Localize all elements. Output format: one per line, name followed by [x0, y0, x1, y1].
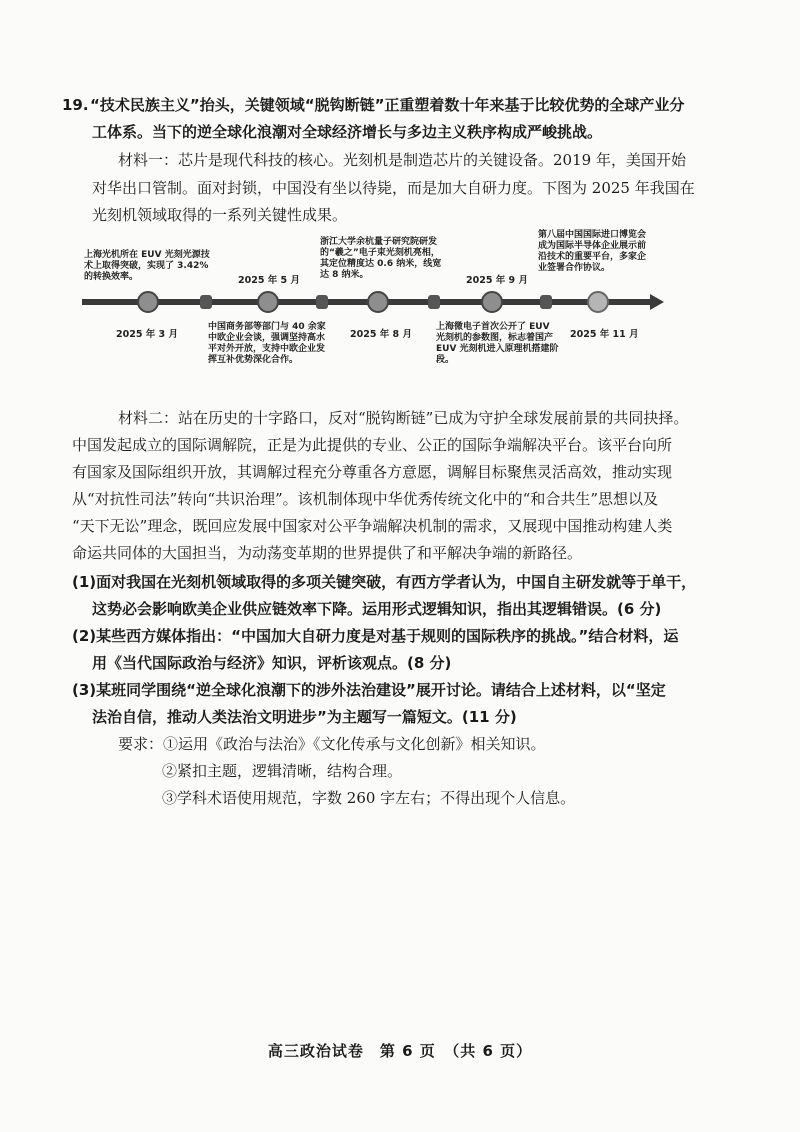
timeline-marker-2025-08 [368, 292, 388, 312]
material1-line2: 对华出口管制。面对封锁，中国没有坐以待毙，而是加大自研力度。下图为 2025 年我国在 [92, 179, 695, 197]
timeline-event-2025-03: 上海光机所在 EUV 光刻光源技术上取得突破，实现了 3.42% 的转换效率。 [84, 250, 210, 282]
timeline-marker-2025-09 [482, 292, 502, 312]
question-intro-line1: “技术民族主义”抬头，关键领域“脱钩断链”正重塑着数十年来基于比较优势的全球产业分 [90, 96, 685, 114]
q1-line1: (1)面对我国在光刻机领域取得的多项关键突破，有西方学者认为，中国自主研发就等于单干， [72, 573, 697, 591]
requirement-line2: ②紧扣主题，逻辑清晰，结构合理。 [162, 762, 403, 780]
timeline-marker-2025-05 [258, 292, 278, 312]
timeline-date-2025-09: 2025 年 9 月 [466, 275, 528, 286]
timeline-marker-2025-11 [588, 292, 608, 312]
timeline-event-2025-08: 浙江大学余杭量子研究院研发的“羲之”电子束光刻机亮相，其定位精度达 0.6 纳米，线宽达 8 纳米。 [320, 237, 442, 280]
timeline-marker-2025-03 [138, 292, 158, 312]
question-intro-line2: 工体系。当下的逆全球化浪潮对全球经济增长与多边主义秩序构成严峻挑战。 [92, 123, 603, 141]
timeline-date-2025-05: 2025 年 5 月 [238, 275, 300, 286]
timeline-figure [78, 228, 668, 388]
timeline-date-2025-08: 2025 年 8 月 [350, 329, 412, 340]
timeline-event-2025-05: 中国商务部等部门与 40 余家中欧企业会谈，强调坚持高水平对外开放，支持中欧企业发挥互补优势深化合作。 [208, 322, 326, 365]
timeline-date-2025-03: 2025 年 3 月 [116, 329, 178, 340]
material2-line4: 从“对抗性司法”转向“共识治理”。该机制体现中华优秀传统文化中的“和合共生”思想以及 [72, 490, 659, 508]
timeline-date-2025-11: 2025 年 11 月 [570, 329, 639, 340]
material2-line2: 中国发起成立的国际调解院，正是为此提供的专业、公正的国际争端解决平台。该平台向所 [72, 436, 673, 454]
requirement-line3: ③学科术语使用规范，字数 260 字左右；不得出现个人信息。 [162, 789, 576, 807]
timeline-event-2025-11: 第八届中国国际进口博览会成为国际半导体企业展示前沿技术的重要平台，多家企业签署合作协议。 [538, 230, 647, 273]
material2-line5: “天下无讼”理念，既回应发展中国家对公平争端解决机制的需求，又展现中国推动构建人类 [72, 517, 673, 535]
material2-line6: 命运共同体的大国担当，为动荡变革期的世界提供了和平解决争端的新路径。 [72, 544, 583, 562]
material2-line1: 材料二：站在历史的十字路口，反对“脱钩断链”已成为守护全球发展前景的共同抉择。 [118, 409, 689, 427]
material1-line1: 材料一：芯片是现代科技的核心。光刻机是制造芯片的关键设备。2019 年，美国开始 [118, 151, 686, 169]
question-number: 19. [62, 96, 89, 114]
timeline-event-2025-09: 上海微电子首次公开了 EUV 光刻机的参数图，标志着国产 EUV 光刻机进入原理机搭建阶段。 [436, 322, 559, 365]
q2-line1: (2)某些西方媒体指出：“中国加大自研力度是对基于规则的国际秩序的挑战。”结合材料，运 [72, 627, 679, 645]
material2-line3: 有国家及国际组织开放，其调解过程充分尊重各方意愿，调解目标聚焦灵活高效，推动实现 [72, 463, 673, 481]
q2-line2: 用《当代国际政治与经济》知识，评析该观点。(8 分) [92, 654, 452, 672]
q1-line2: 这势必会影响欧美企业供应链效率下降。运用形式逻辑知识，指出其逻辑错误。(6 分) [92, 600, 662, 618]
material1-line3: 光刻机领域取得的一系列关键性成果。 [92, 206, 348, 224]
q3-line1: (3)某班同学围绕“逆全球化浪潮下的涉外法治建设”展开讨论。请结合上述材料，以“坚定 [72, 681, 666, 699]
page-footer: 高三政治试卷 第 6 页 （共 6 页） [267, 1042, 533, 1060]
requirement-line1: 要求：①运用《政治与法治》《文化传承与文化创新》相关知识。 [118, 735, 546, 753]
q3-line2: 法治自信，推动人类法治文明进步”为主题写一篇短文。(11 分) [92, 708, 517, 726]
